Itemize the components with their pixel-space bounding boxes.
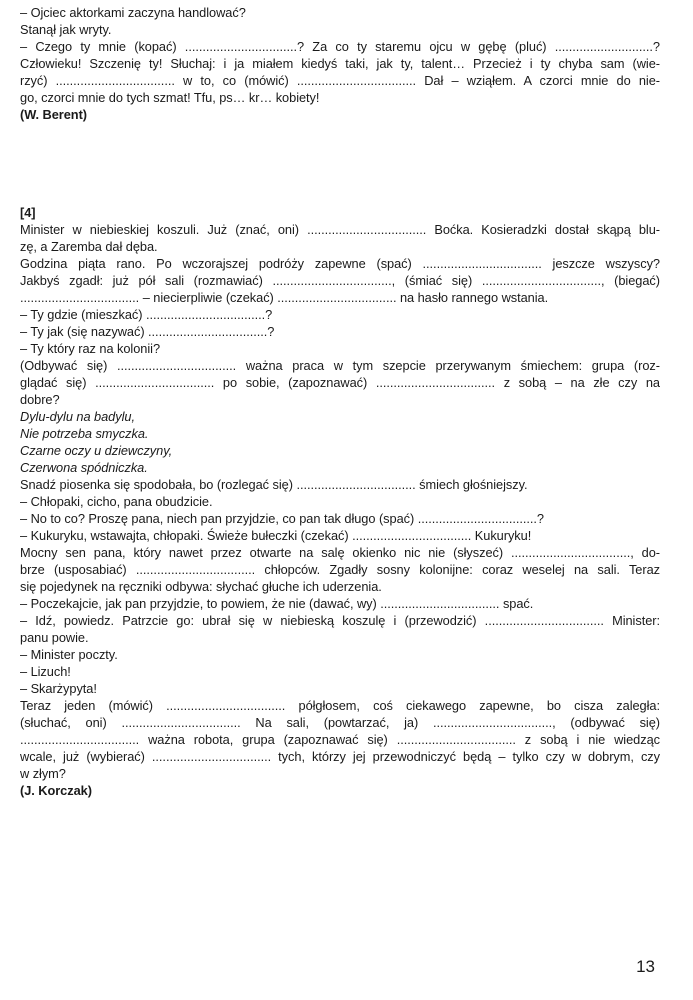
song-verse-line: Dylu-dylu na badylu, [20,409,135,424]
text-line: rzyć) .................................. w to, co (mówić) .................................. Dał – wziąłem. A czorci mnie do nie- [20,73,660,88]
text-line: glądać się) .................................. po sobie, (zapoznawać) .................................. z sobą – na złe czy na [20,375,660,390]
text-line: – Czego ty mnie (kopać) ................................? Za co ty staremu ojcu w gębę (pluć) ............................? [20,39,660,54]
text-line: Jakbyś zgadł: już pół sali (rozmawiać) .................................., (śmiać się) .................................., (biegać) [20,273,660,288]
text-line: – Ojciec aktorkami zaczyna handlować? [20,5,246,20]
text-line: brze (usposabiać) .................................. chłopców. Zgadły sosny kolonijne: coraz weselej na sali. Teraz [20,562,660,577]
text-line: – Kukuryku, wstawajta, chłopaki. Świeże bułeczki (czekać) .................................. Kukuryku! [20,528,532,543]
exercise-number: [4] [20,205,36,220]
text-line: – No to co? Proszę pana, niech pan przyjdzie, co pan tak długo (spać) ..................................? [20,511,544,526]
song-verse-line: Czarne oczy u dziewczyny, [20,443,173,458]
text-line: – Ty jak (się nazywać) ..................................? [20,324,275,339]
text-line: się pojedynek na ręczniki odbywa: słychać głuche ich uderzenia. [20,579,382,594]
text-line: (Odbywać się) .................................. ważna praca w tym szepcie przerywanym śmiechem: grupa (roz- [20,358,660,373]
text-line: – Lizuch! [20,664,71,679]
text-line: Stanął jak wryty. [20,22,112,37]
author-attribution: (J. Korczak) [20,783,92,798]
text-line: – Poczekajcie, jak pan przyjdzie, to powiem, że nie (dawać, wy) .................................. spać. [20,596,534,611]
text-line: panu powie. [20,630,89,645]
text-line: – Minister poczty. [20,647,118,662]
author-attribution: (W. Berent) [20,107,87,122]
text-line: – Idź, powiedz. Patrzcie go: ubrał się w niebieską koszulę i (przewodzić) .................................. Minister: [20,613,660,628]
text-line: – Ty który raz na kolonii? [20,341,161,356]
text-line: (słuchać, oni) .................................. Na sali, (powtarzać, ja) .................................., (odbywać się) [20,715,660,730]
text-line: Człowieku! Szczenię ty! Słuchaj: i ja miałem kiedyś taki, jak ty, talent… Przecież i ty chyba sam (wie- [20,56,660,71]
song-verse-line: Czerwona spódniczka. [20,460,148,475]
text-line: – Chłopaki, cicho, pana obudzicie. [20,494,213,509]
text-line: Snadź piosenka się spodobała, bo (rozlegać się) .................................. śmiech głośniejszy. [20,477,528,492]
text-line: wcale, już (wybierać) .................................. tych, którzy jej przewodniczyć będą – tylko czy w dobrym, czy [20,749,660,764]
text-line: Godzina piąta rano. Po wczorajszej podróży zapewne (spać) .................................. jeszcze wszyscy? [20,256,660,271]
text-line: dobre? [20,392,60,407]
text-line: Minister w niebieskiej koszuli. Już (znać, oni) .................................. Boćka. Kosieradzki dostał skąpą blu- [20,222,660,237]
text-line: Mocny sen pana, który nawet przez otwarte na salę okienko nic nie (słyszeć) .................................., do- [20,545,660,560]
page-number: 13 [636,957,655,976]
text-line: go, czorci mnie do tych szmat! Tfu, ps… kr… kobiety! [20,90,320,105]
text-line: zę, a Zaremba dał dęba. [20,239,158,254]
text-line: w złym? [20,766,66,781]
text-line: – Ty gdzie (mieszkać) ..................................? [20,307,273,322]
excerpt-berent [20,4,660,123]
text-line: – Skarżypyta! [20,681,97,696]
text-line: .................................. ważna robota, grupa (zapoznawać się) .................................. z sobą i nie wiedząc [20,732,660,747]
text-line: Teraz jeden (mówić) .................................. półgłosem, coś ciekawego zapewne, bo cisza zaległa: [20,698,660,713]
song-verse-line: Nie potrzeba smyczka. [20,426,149,441]
exercise-4-korczak [20,204,660,799]
text-line: .................................. – niecierpliwie (czekać) .................................. na hasło rannego wstania. [20,290,549,305]
